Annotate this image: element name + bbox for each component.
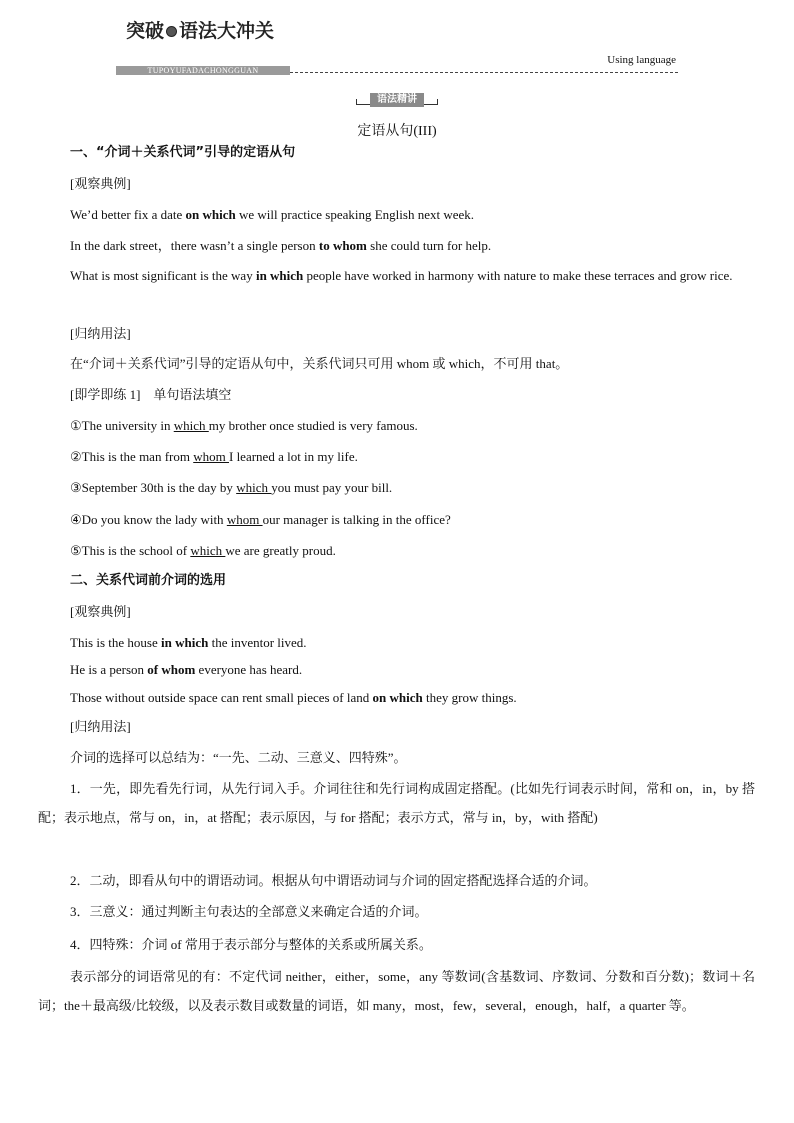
section-header <box>126 16 274 43</box>
text-run: 2．二动，即看从句中的谓语动词。根据从句中谓语动词与介词的固定搭配选择合适的介词。 <box>70 873 597 888</box>
paragraph <box>38 506 755 535</box>
page-title: 定语从句(III) <box>357 124 437 139</box>
text-run: 一、“介词＋关系代词”引导的定语从句 <box>70 145 296 160</box>
answer-blank: which <box>236 480 272 495</box>
answer-blank: whom <box>226 512 263 527</box>
paragraph <box>38 320 755 349</box>
text-run: 4．四特殊：介词 of 常用于表示部分与整体的关系或所属关系。 <box>70 937 432 952</box>
answer-blank: which <box>173 418 209 433</box>
text-run: We’d better fix a date <box>70 207 186 222</box>
bold-phrase: in which <box>161 635 209 650</box>
badge-label: 语法精讲 <box>370 93 424 107</box>
text-run: 二、关系代词前介词的选用 <box>70 573 227 588</box>
paragraph <box>38 474 755 503</box>
paragraph <box>38 350 755 379</box>
text-run: ②This is the man from <box>70 449 194 464</box>
bold-phrase: on which <box>185 207 236 222</box>
paragraph <box>38 262 755 291</box>
text-run: they grow things. <box>422 690 517 705</box>
text-run: What is most significant is the way <box>70 268 256 283</box>
text-run: 1．一先，即先看先行词，从先行词入手。介词往往和先行词构成固定搭配。(比如先行词表示时间，常和 on，in，by 搭配；表示地点，常与 on，in，at 搭配；表示原因，与 for 搭配；表示方式，常与 in，by，with 搭配) <box>38 781 755 825</box>
paragraph <box>38 232 755 261</box>
bold-phrase: in which <box>255 268 304 283</box>
header-subtitle: TUPOYUFADACHONGGUAN <box>116 66 290 75</box>
text-run: our manager is talking in the office? <box>262 512 451 527</box>
paragraph <box>38 381 755 410</box>
section-heading <box>38 567 755 596</box>
paragraph <box>38 629 755 658</box>
bold-phrase: to whom <box>318 238 367 253</box>
text-run: we are greatly proud. <box>225 543 336 558</box>
paragraph <box>38 598 755 627</box>
paragraph <box>38 898 755 927</box>
text-run: 在“介词＋关系代词”引导的定语从句中，关系代词只可用 whom 或 which，不可用 that。 <box>70 356 569 371</box>
text-run: Those without outside space can rent small pieces of land <box>70 690 373 705</box>
text-run: In the dark street，there wasn’t a single person <box>70 238 319 253</box>
header-title-b: 语法大冲关 <box>179 20 275 42</box>
text-run: you must pay your bill. <box>271 480 393 495</box>
text-run: [归纳用法] <box>70 326 131 341</box>
text-run: [即学即练 1] 单句语法填空 <box>70 387 232 402</box>
text-run: we will practice speaking English next week. <box>235 207 475 222</box>
text-run: 表示部分的词语常见的有：不定代词 neither，either，some，any 等数词(含基数词、序数词、分数和百分数)；数词＋名词；the＋最高级/比较级，以及表示数目或数量的词语，如 many，most，few，several，enough，half，a quarter 等。 <box>38 969 755 1013</box>
paragraph <box>38 537 755 566</box>
text-run: my brother once studied is very famous. <box>208 418 418 433</box>
text-run: ③September 30th is the day by <box>70 480 237 495</box>
text-run: He is a person <box>70 662 148 677</box>
header-title-a: 突破 <box>126 20 165 42</box>
text-run: people have worked in harmony with nature to make these terraces and grow rice. <box>303 268 733 283</box>
paragraph <box>38 963 755 1020</box>
paragraph <box>38 744 755 773</box>
paragraph <box>38 170 755 199</box>
answer-blank: which <box>190 543 226 558</box>
text-run: ⑤This is the school of <box>70 543 191 558</box>
section-badge <box>356 93 438 107</box>
text-run: 3．三意义：通过判断主句表达的全部意义来确定合适的介词。 <box>70 904 428 919</box>
text-run: [观察典例] <box>70 604 131 619</box>
section-heading <box>38 139 755 168</box>
paragraph <box>38 412 755 441</box>
text-run: [归纳用法] <box>70 719 131 734</box>
answer-blank: whom <box>193 449 229 464</box>
unit-label: Using language <box>607 54 676 66</box>
paragraph <box>38 201 755 230</box>
text-run: the inventor lived. <box>208 635 307 650</box>
text-run: ④Do you know the lady with <box>70 512 227 527</box>
paragraph <box>38 684 755 713</box>
text-run: ①The university in <box>70 418 174 433</box>
bullet-icon <box>166 26 177 37</box>
paragraph <box>38 713 755 742</box>
text-run: This is the house <box>70 635 161 650</box>
text-run: [观察典例] <box>70 176 131 191</box>
paragraph <box>38 775 755 832</box>
text-run: 介词的选择可以总结为：“一先、二动、三意义、四特殊”。 <box>70 750 407 765</box>
paragraph <box>38 931 755 960</box>
text-run: I learned a lot in my life. <box>228 449 358 464</box>
paragraph <box>38 867 755 896</box>
bold-phrase: on which <box>372 690 423 705</box>
bold-phrase: of whom <box>147 662 196 677</box>
header-divider <box>290 72 678 73</box>
paragraph <box>38 443 755 472</box>
text-run: everyone has heard. <box>195 662 303 677</box>
paragraph <box>38 656 755 685</box>
text-run: she could turn for help. <box>366 238 492 253</box>
